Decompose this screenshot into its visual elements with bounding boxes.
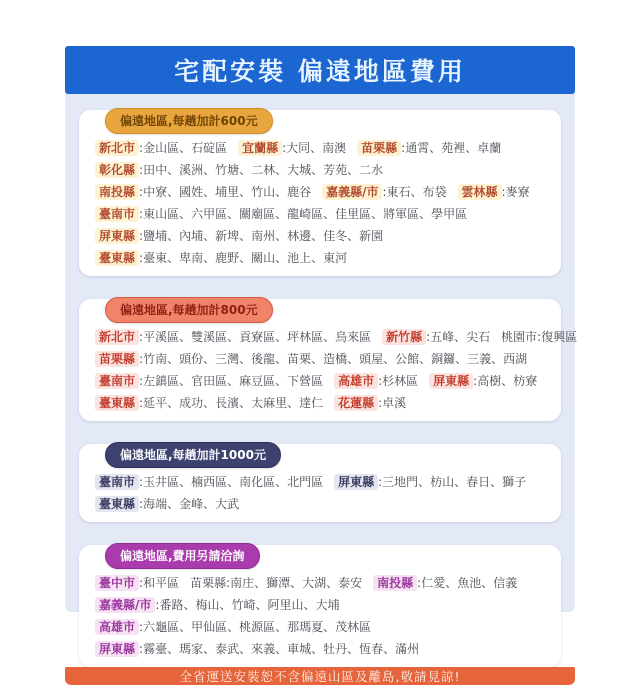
district-list: 田中、溪洲、竹塘、二林、大城、芳苑、二水	[143, 163, 384, 177]
district-list: 仁愛、魚池、信義	[421, 576, 518, 590]
footer-note: 全省運送安裝恕不含偏遠山區及離島,敬請見諒!	[179, 669, 461, 684]
region-group: 臺南市 :玉井區、楠西區、南化區、北門區	[95, 475, 323, 489]
county-label: 臺中市	[95, 575, 139, 591]
region-row	[93, 594, 547, 616]
district-list: 高樹、枋寮	[477, 374, 538, 388]
district-list: 鹽埔、內埔、新埤、南州、林邊、佳冬、新園	[143, 229, 384, 243]
county-label: 苗栗縣	[95, 351, 139, 367]
fee-badge: 偏遠地區,每趟加計1000元	[105, 442, 281, 468]
region-row	[93, 181, 547, 203]
footer-bar	[65, 667, 575, 685]
district-list: 左鎮區、官田區、麻豆區、下營區	[143, 374, 324, 388]
district-list: 六龜區、甲仙區、桃源區、那瑪夏、茂林區	[143, 620, 372, 634]
county-label: 新北市	[95, 140, 139, 156]
county-label: 屏東縣	[429, 373, 473, 389]
district-list: 臺東、卑南、鹿野、關山、池上、東河	[143, 251, 348, 265]
county-label: 臺東縣	[95, 496, 139, 512]
district-list: 南庄、獅潭、大湖、泰安	[230, 576, 363, 590]
fee-section-card	[79, 444, 561, 522]
fee-section-card	[79, 545, 561, 667]
district-list: 通霄、苑裡、卓蘭	[405, 141, 502, 155]
region-group: 新北市 :金山區、石碇區	[95, 141, 227, 155]
region-row	[93, 326, 578, 348]
region-group: 苗栗縣 :通霄、苑裡、卓蘭	[357, 141, 501, 155]
county-label: 桃園市	[501, 330, 538, 344]
page-header	[65, 46, 575, 94]
fee-badge: 偏遠地區,費用另請洽詢	[105, 543, 260, 569]
region-group: 嘉義縣/市 :番路、梅山、竹崎、阿里山、大埔	[95, 598, 339, 612]
region-group: 屏東縣 :鹽埔、內埔、新埤、南州、林邊、佳冬、新園	[95, 229, 383, 243]
county-label: 臺南市	[95, 206, 139, 222]
county-label: 高雄市	[334, 373, 378, 389]
county-label: 苗栗縣	[357, 140, 401, 156]
region-group: 高雄市 :杉林區	[334, 374, 418, 388]
district-list: 三地門、枋山、春日、獅子	[382, 475, 527, 489]
county-label: 嘉義縣/市	[322, 184, 382, 200]
region-group: 南投縣 :中寮、國姓、埔里、竹山、鹿谷	[95, 185, 311, 199]
region-row	[93, 616, 547, 638]
region-group: 苗栗縣:南庄、獅潭、大湖、泰安	[190, 576, 363, 590]
county-label: 南投縣	[95, 184, 139, 200]
district-list: 杉林區	[382, 374, 419, 388]
region-group: 臺南市 :左鎮區、官田區、麻豆區、下營區	[95, 374, 323, 388]
region-group: 臺中市 :和平區	[95, 576, 179, 590]
page-title: 宅配安裝 偏遠地區費用	[174, 57, 466, 86]
fee-section-card	[79, 299, 578, 421]
sections	[65, 94, 578, 667]
county-label: 新北市	[95, 329, 139, 345]
notice-frame	[65, 46, 578, 684]
county-label: 臺東縣	[95, 395, 139, 411]
district-list: 中寮、國姓、埔里、竹山、鹿谷	[143, 185, 312, 199]
region-row	[93, 370, 547, 392]
district-list: 和平區	[143, 576, 180, 590]
district-list: 金山區、石碇區	[143, 141, 228, 155]
county-label: 臺東縣	[95, 250, 139, 266]
fee-badge: 偏遠地區,每趟加計600元	[105, 108, 273, 134]
region-row	[93, 348, 547, 370]
county-label: 屏東縣	[95, 228, 139, 244]
region-group: 高雄市 :六龜區、甲仙區、桃源區、那瑪夏、茂林區	[95, 620, 371, 634]
county-label: 屏東縣	[95, 641, 139, 657]
county-label: 高雄市	[95, 619, 139, 635]
district-list: 大同、南澳	[286, 141, 347, 155]
region-row	[93, 137, 547, 159]
county-label: 屏東縣	[334, 474, 378, 490]
region-group: 花蓮縣 :卓溪	[334, 396, 406, 410]
county-label: 雲林縣	[458, 184, 502, 200]
region-group: 桃園市:復興區	[501, 330, 578, 344]
district-list: 竹南、頭份、三灣、後龍、苗栗、造橋、頭屋、公館、銅鑼、三義、西湖	[143, 352, 528, 366]
region-row	[93, 203, 547, 225]
region-group: 嘉義縣/市 :東石、布袋	[322, 185, 446, 199]
region-row	[93, 159, 547, 181]
region-group: 屏東縣 :霧臺、瑪家、泰武、來義、車城、牡丹、恆春、滿州	[95, 642, 419, 656]
region-group: 臺東縣 :臺東、卑南、鹿野、關山、池上、東河	[95, 251, 347, 265]
fee-panel	[65, 94, 578, 684]
county-label: 苗栗縣	[190, 576, 227, 590]
county-label: 嘉義縣/市	[95, 597, 155, 613]
district-list: 復興區	[541, 330, 578, 344]
region-group: 雲林縣 :麥寮	[458, 185, 530, 199]
district-list: 東山區、六甲區、關廟區、龍崎區、佳里區、將軍區、學甲區	[143, 207, 468, 221]
county-label: 臺南市	[95, 373, 139, 389]
district-list: 五峰、尖石	[430, 330, 491, 344]
region-row	[93, 471, 547, 493]
district-list: 麥寮	[505, 185, 530, 199]
region-group: 屏東縣 :三地門、枋山、春日、獅子	[334, 475, 526, 489]
county-label: 彰化縣	[95, 162, 139, 178]
region-group: 宜蘭縣 :大同、南澳	[238, 141, 346, 155]
region-row	[93, 638, 547, 660]
region-group: 臺東縣 :延平、成功、長濱、太麻里、達仁	[95, 396, 323, 410]
county-label: 宜蘭縣	[238, 140, 282, 156]
region-row	[93, 225, 547, 247]
district-list: 海端、金峰、大武	[143, 497, 240, 511]
region-group: 新北市 :平溪區、雙溪區、貢寮區、坪林區、烏來區	[95, 330, 371, 344]
district-list: 番路、梅山、竹崎、阿里山、大埔	[159, 598, 340, 612]
region-group: 新竹縣 :五峰、尖石	[382, 330, 490, 344]
region-group: 南投縣 :仁愛、魚池、信義	[373, 576, 517, 590]
district-list: 延平、成功、長濱、太麻里、達仁	[143, 396, 324, 410]
district-list: 東石、布袋	[386, 185, 447, 199]
region-row	[93, 572, 547, 594]
district-list: 玉井區、楠西區、南化區、北門區	[143, 475, 324, 489]
region-group: 臺南市 :東山區、六甲區、關廟區、龍崎區、佳里區、將軍區、學甲區	[95, 207, 467, 221]
region-row	[93, 247, 547, 269]
region-group: 苗栗縣 :竹南、頭份、三灣、後龍、苗栗、造橋、頭屋、公館、銅鑼、三義、西湖	[95, 352, 527, 366]
county-label: 臺南市	[95, 474, 139, 490]
district-list: 平溪區、雙溪區、貢寮區、坪林區、烏來區	[143, 330, 372, 344]
county-label: 南投縣	[373, 575, 417, 591]
county-label: 新竹縣	[382, 329, 426, 345]
region-group: 彰化縣 :田中、溪洲、竹塘、二林、大城、芳苑、二水	[95, 163, 383, 177]
district-list: 卓溪	[382, 396, 407, 410]
region-group: 屏東縣 :高樹、枋寮	[429, 374, 537, 388]
region-group: 臺東縣 :海端、金峰、大武	[95, 497, 239, 511]
region-row	[93, 392, 547, 414]
county-label: 花蓮縣	[334, 395, 378, 411]
fee-section-card	[79, 110, 561, 276]
district-list: 霧臺、瑪家、泰武、來義、車城、牡丹、恆春、滿州	[143, 642, 420, 656]
region-row	[93, 493, 547, 515]
fee-badge: 偏遠地區,每趟加計800元	[105, 297, 273, 323]
